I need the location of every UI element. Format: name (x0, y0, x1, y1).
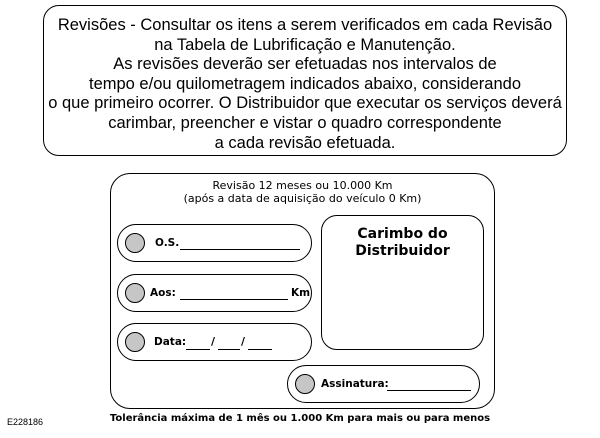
instructions-line-4: tempo e/ou quilometragem indicados abaixo, considerando (88, 74, 522, 93)
image-code: E228186 (7, 417, 44, 427)
instructions-text (44, 16, 566, 153)
stamp-title (322, 226, 483, 260)
instructions-line-3: As revisões deverão ser efetuadas nos intervalos de (113, 55, 497, 74)
km-input-line[interactable] (180, 299, 288, 300)
revision-title: Revisão 12 meses ou 10.000 Km (212, 179, 393, 192)
km-field[interactable] (117, 274, 312, 312)
date-year-line[interactable] (248, 349, 272, 350)
date-separator-2: / (241, 335, 246, 348)
distributor-stamp-box[interactable] (321, 215, 484, 350)
instructions-box (43, 5, 567, 156)
stamp-title-line-1: Carimbo do (357, 226, 448, 242)
date-check-circle[interactable] (125, 332, 145, 352)
instructions-line-6: carimbar, preencher e vistar o quadro correspondente (108, 113, 502, 132)
instructions-line-1: Revisões - Consultar os itens a serem verificados em cada Revisão (57, 16, 553, 34)
os-field[interactable] (117, 224, 312, 262)
date-label: Data: (154, 336, 187, 348)
km-label: Aos: (150, 287, 176, 299)
signature-label: Assinatura: (321, 378, 389, 390)
signature-check-circle[interactable] (295, 374, 315, 394)
tolerance-note: Tolerância máxima de 1 mês ou 1.000 Km para mais ou para menos (109, 413, 491, 424)
signature-input-line[interactable] (387, 390, 471, 391)
os-check-circle[interactable] (125, 233, 145, 253)
os-label: O.S. (155, 237, 180, 249)
date-separator-1: / (211, 335, 216, 348)
stamp-title-line-2: Distribuidor (355, 243, 450, 259)
km-unit: Km (291, 287, 311, 299)
signature-field[interactable] (287, 365, 480, 403)
date-month-line[interactable] (218, 349, 240, 350)
revision-card-header (111, 179, 494, 205)
date-field[interactable] (117, 323, 312, 361)
instructions-line-5: o que primeiro ocorrer. O Distribuidor que executar os serviços deverá (48, 94, 562, 113)
instructions-line-2: na Tabela de Lubrificação e Manutenção. (154, 35, 456, 54)
date-day-line[interactable] (186, 349, 210, 350)
revision-subtitle: (após a data de aquisição do veículo 0 Km) (183, 192, 422, 205)
os-input-line[interactable] (180, 249, 300, 250)
instructions-line-7: a cada revisão efetuada. (214, 133, 396, 152)
km-check-circle[interactable] (125, 283, 145, 303)
